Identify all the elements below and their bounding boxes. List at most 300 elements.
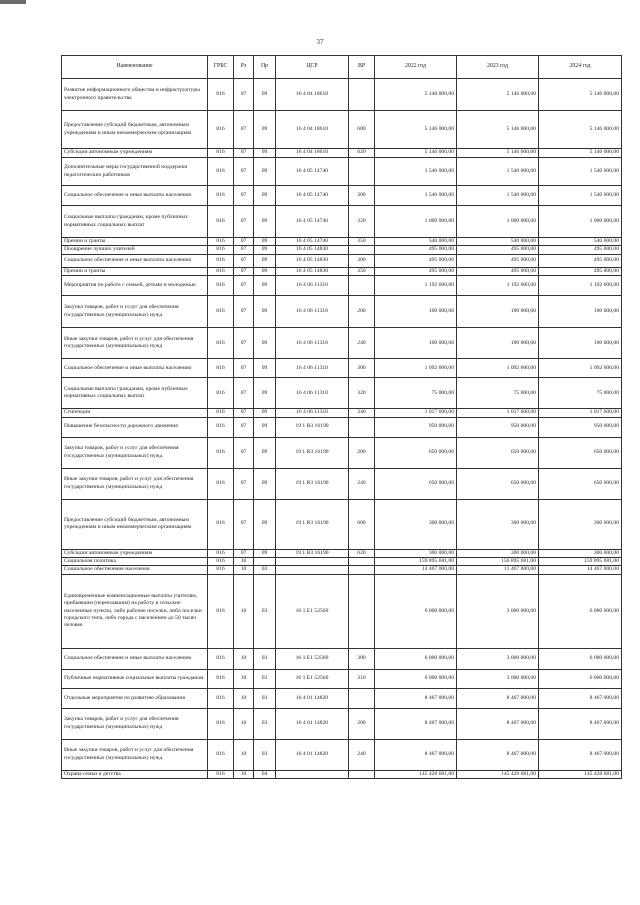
cell-rz: 07	[234, 549, 254, 557]
budget-table	[61, 55, 622, 779]
cell-2022: 100 000,00	[375, 296, 457, 328]
table-row	[62, 186, 622, 206]
cell-2024: 8 467 000,00	[539, 739, 622, 770]
cell-csr: 16 1 E1 52560	[276, 669, 349, 688]
cell-grbs: 816	[208, 770, 234, 778]
cell-2022: 650 000,00	[375, 468, 457, 499]
cell-2024: 75 000,00	[539, 378, 622, 409]
cell-rz: 10	[234, 669, 254, 688]
cell-rz: 10	[234, 770, 254, 778]
cell-2022: 5 146 000,00	[375, 149, 457, 158]
cell-pr: 09	[254, 206, 276, 238]
cell-2023: 75 000,00	[457, 378, 539, 409]
cell-pr: 09	[254, 328, 276, 359]
cell-csr: 16 1 E1 52560	[276, 648, 349, 669]
cell-2024: 495 000,00	[539, 267, 622, 275]
cell-rz: 07	[234, 267, 254, 275]
cell-csr: 16 4 04 18610	[276, 111, 349, 149]
cell-csr: 19 1 R3 16190	[276, 499, 349, 549]
header-2022: 2022 год	[375, 56, 457, 79]
header-pr: Пр	[254, 56, 276, 79]
cell-2024: 495 000,00	[539, 254, 622, 267]
cell-vr	[349, 79, 375, 111]
cell-grbs: 816	[208, 574, 234, 648]
cell-grbs: 816	[208, 328, 234, 359]
cell-2022: 1 092 600,00	[375, 359, 457, 378]
cell-2023: 540 000,00	[457, 238, 539, 246]
cell-grbs: 816	[208, 111, 234, 149]
table-row	[62, 648, 622, 669]
cell-csr: 16 4 05 14740	[276, 158, 349, 186]
cell-rz: 07	[234, 378, 254, 409]
cell-2022: 650 000,00	[375, 437, 457, 468]
cell-rz: 10	[234, 688, 254, 708]
cell-vr: 600	[349, 111, 375, 149]
cell-grbs: 816	[208, 296, 234, 328]
cell-csr: 19 1 R3 16190	[276, 417, 349, 437]
cell-2024: 540 000,00	[539, 238, 622, 246]
cell-pr: 09	[254, 111, 276, 149]
cell-2022: 75 000,00	[375, 378, 457, 409]
cell-name: Субсидии автономным учреждениям	[62, 549, 208, 557]
table-row	[62, 409, 622, 417]
cell-2023: 8 467 000,00	[457, 739, 539, 770]
cell-rz: 10	[234, 566, 254, 574]
cell-pr: 09	[254, 158, 276, 186]
cell-pr: 04	[254, 770, 276, 778]
cell-csr: 16 4 06 11310	[276, 409, 349, 417]
cell-2023: 1 092 600,00	[457, 359, 539, 378]
cell-csr: 16 4 05 14740	[276, 238, 349, 246]
cell-rz: 07	[234, 468, 254, 499]
cell-pr: 09	[254, 468, 276, 499]
table-row	[62, 276, 622, 296]
cell-pr: 03	[254, 708, 276, 739]
cell-vr: 350	[349, 238, 375, 246]
cell-csr: 16 1 E1 52560	[276, 574, 349, 648]
cell-pr: 09	[254, 549, 276, 557]
cell-2024: 300 000,00	[539, 549, 622, 557]
cell-vr	[349, 246, 375, 254]
cell-2024: 6 000 000,00	[539, 669, 622, 688]
cell-name: Дополнительные меры государственной поддержки педагогических работников	[62, 158, 208, 186]
cell-2024: 8 467 000,00	[539, 688, 622, 708]
cell-csr: 16 4 04 18610	[276, 79, 349, 111]
cell-name: Поощрение лучших учителей	[62, 246, 208, 254]
cell-name: Социальная политика	[62, 558, 208, 566]
table-row	[62, 296, 622, 328]
table-row	[62, 558, 622, 566]
header-2024: 2024 год	[539, 56, 622, 79]
cell-grbs: 816	[208, 558, 234, 566]
table-row	[62, 549, 622, 557]
table-body	[62, 79, 622, 779]
cell-grbs: 816	[208, 158, 234, 186]
table-row	[62, 254, 622, 267]
cell-2022: 14 467 000,00	[375, 566, 457, 574]
cell-pr: 09	[254, 254, 276, 267]
table-row	[62, 111, 622, 149]
cell-name: Иные закупки товаров, работ и услуг для обеспечения государственных (муниципальных) нужд	[62, 468, 208, 499]
cell-rz: 07	[234, 417, 254, 437]
cell-2023: 1 192 600,00	[457, 276, 539, 296]
cell-2022: 1 192 600,00	[375, 276, 457, 296]
cell-rz: 07	[234, 238, 254, 246]
cell-2023: 1 540 000,00	[457, 186, 539, 206]
cell-pr: 03	[254, 669, 276, 688]
cell-2023: 300 000,00	[457, 499, 539, 549]
cell-grbs: 816	[208, 149, 234, 158]
cell-2023: 11 467 000,00	[457, 566, 539, 574]
header-rz: Рз	[234, 56, 254, 79]
cell-2023: 145 428 681,00	[457, 770, 539, 778]
cell-2023: 100 000,00	[457, 328, 539, 359]
cell-rz: 07	[234, 409, 254, 417]
cell-csr: 16 4 06 11310	[276, 328, 349, 359]
cell-grbs: 816	[208, 359, 234, 378]
cell-2024: 6 000 000,00	[539, 574, 622, 648]
cell-2024: 100 000,00	[539, 296, 622, 328]
cell-vr: 200	[349, 708, 375, 739]
cell-2023: 8 467 000,00	[457, 688, 539, 708]
cell-pr: 09	[254, 79, 276, 111]
cell-name: Субсидии автономным учреждениям	[62, 149, 208, 158]
cell-2022: 1 540 000,00	[375, 158, 457, 186]
cell-grbs: 816	[208, 276, 234, 296]
cell-2023: 100 000,00	[457, 296, 539, 328]
table-row	[62, 378, 622, 409]
cell-grbs: 816	[208, 409, 234, 417]
cell-2023: 1 017 600,00	[457, 409, 539, 417]
cell-2024: 1 540 000,00	[539, 186, 622, 206]
cell-2024: 5 146 000,00	[539, 79, 622, 111]
cell-rz: 07	[234, 79, 254, 111]
cell-2023: 156 895 681,00	[457, 558, 539, 566]
cell-rz: 07	[234, 186, 254, 206]
header-row	[62, 56, 622, 79]
cell-2023: 3 000 000,00	[457, 669, 539, 688]
cell-2023: 495 000,00	[457, 246, 539, 254]
cell-2024: 1 540 000,00	[539, 158, 622, 186]
cell-rz: 07	[234, 254, 254, 267]
cell-2024: 1 092 600,00	[539, 359, 622, 378]
cell-2022: 5 146 000,00	[375, 111, 457, 149]
table-row	[62, 328, 622, 359]
scan-corner-mark	[0, 0, 26, 4]
cell-rz: 07	[234, 246, 254, 254]
cell-vr: 200	[349, 437, 375, 468]
cell-grbs: 816	[208, 437, 234, 468]
cell-2024: 5 146 000,00	[539, 149, 622, 158]
cell-grbs: 816	[208, 739, 234, 770]
table-row	[62, 417, 622, 437]
header-grbs: ГРБС	[208, 56, 234, 79]
cell-2024: 145 428 681,00	[539, 770, 622, 778]
cell-csr: 16 4 05 14830	[276, 267, 349, 275]
cell-2024: 1 000 000,00	[539, 206, 622, 238]
cell-vr	[349, 566, 375, 574]
cell-vr: 340	[349, 409, 375, 417]
cell-2023: 650 000,00	[457, 437, 539, 468]
cell-vr: 320	[349, 378, 375, 409]
cell-vr	[349, 558, 375, 566]
table-row	[62, 238, 622, 246]
cell-csr: 16 4 06 11310	[276, 276, 349, 296]
cell-name: Закупка товаров, работ и услуг для обеспечения государственных (муниципальных) нужд	[62, 437, 208, 468]
cell-pr: 03	[254, 739, 276, 770]
cell-name: Предоставление субсидий бюджетным, автономным учреждениям и иным некоммерческим организациям	[62, 111, 208, 149]
cell-name: Социальное обеспечение и иные выплаты населению	[62, 359, 208, 378]
cell-2024: 8 467 000,00	[539, 708, 622, 739]
cell-name: Премии и гранты	[62, 267, 208, 275]
table-row	[62, 566, 622, 574]
cell-pr: 09	[254, 437, 276, 468]
cell-pr: 09	[254, 276, 276, 296]
cell-csr	[276, 566, 349, 574]
cell-name: Закупка товаров, работ и услуг для обеспечения государственных (муниципальных) нужд	[62, 296, 208, 328]
cell-rz: 07	[234, 111, 254, 149]
cell-vr: 300	[349, 359, 375, 378]
cell-vr: 620	[349, 149, 375, 158]
cell-grbs: 816	[208, 566, 234, 574]
cell-2023: 300 000,00	[457, 549, 539, 557]
cell-rz: 07	[234, 328, 254, 359]
cell-2022: 540 000,00	[375, 238, 457, 246]
cell-csr: 16 4 06 11310	[276, 359, 349, 378]
cell-vr: 300	[349, 254, 375, 267]
cell-pr: 09	[254, 359, 276, 378]
cell-grbs: 816	[208, 186, 234, 206]
table-row	[62, 574, 622, 648]
cell-2024: 1 017 600,00	[539, 409, 622, 417]
cell-vr: 310	[349, 669, 375, 688]
cell-vr: 600	[349, 499, 375, 549]
cell-vr: 300	[349, 186, 375, 206]
cell-grbs: 816	[208, 238, 234, 246]
cell-2024: 495 000,00	[539, 246, 622, 254]
cell-2022: 6 000 000,00	[375, 669, 457, 688]
cell-rz: 10	[234, 708, 254, 739]
cell-2024: 650 000,00	[539, 468, 622, 499]
cell-2024: 6 000 000,00	[539, 648, 622, 669]
table-row	[62, 468, 622, 499]
cell-2023: 1 000 000,00	[457, 206, 539, 238]
cell-name: Социальное обеспечение и иные выплаты населению	[62, 254, 208, 267]
cell-csr: 16 4 01 14820	[276, 688, 349, 708]
cell-name: Повышение безопасности дорожного движения	[62, 417, 208, 437]
table-row	[62, 739, 622, 770]
cell-pr: 09	[254, 378, 276, 409]
cell-2022: 1 017 600,00	[375, 409, 457, 417]
cell-name: Единовременные компенсационные выплаты учителям, прибывшим (переехавшим) на работу в сельские населенные пункты, либо рабочие поселки, либо поселки городского типа, либо города с населением до 50 тысяч человек	[62, 574, 208, 648]
cell-rz: 10	[234, 648, 254, 669]
cell-pr: 03	[254, 688, 276, 708]
cell-pr: 03	[254, 648, 276, 669]
cell-2022: 8 467 000,00	[375, 688, 457, 708]
cell-name: Мероприятия по работе с семьей, детьми и молодежью	[62, 276, 208, 296]
table-row	[62, 267, 622, 275]
cell-2022: 5 146 000,00	[375, 79, 457, 111]
cell-vr: 240	[349, 468, 375, 499]
cell-grbs: 816	[208, 417, 234, 437]
cell-vr	[349, 574, 375, 648]
cell-pr: 09	[254, 499, 276, 549]
cell-2022: 300 000,00	[375, 499, 457, 549]
cell-vr	[349, 417, 375, 437]
cell-pr: 09	[254, 238, 276, 246]
cell-vr	[349, 770, 375, 778]
cell-vr	[349, 276, 375, 296]
cell-grbs: 816	[208, 688, 234, 708]
cell-vr: 620	[349, 549, 375, 557]
cell-name: Социальные выплаты гражданам, кроме публичных нормативных социальных выплат	[62, 378, 208, 409]
cell-grbs: 816	[208, 499, 234, 549]
cell-rz: 07	[234, 158, 254, 186]
cell-vr	[349, 688, 375, 708]
table-row	[62, 770, 622, 778]
cell-2022: 1 000 000,00	[375, 206, 457, 238]
cell-2023: 1 540 000,00	[457, 158, 539, 186]
cell-2024: 5 146 000,00	[539, 111, 622, 149]
table-row	[62, 499, 622, 549]
cell-2023: 3 000 000,00	[457, 574, 539, 648]
cell-2022: 495 000,00	[375, 254, 457, 267]
page-number: 37	[316, 38, 324, 46]
cell-2024: 100 000,00	[539, 328, 622, 359]
cell-2022: 8 467 000,00	[375, 708, 457, 739]
cell-name: Социальные выплаты гражданам, кроме публичных нормативных социальных выплат	[62, 206, 208, 238]
cell-2023: 5 146 000,00	[457, 79, 539, 111]
cell-vr: 350	[349, 267, 375, 275]
cell-name: Премии и гранты	[62, 238, 208, 246]
cell-rz: 07	[234, 296, 254, 328]
table-row	[62, 246, 622, 254]
cell-rz: 07	[234, 206, 254, 238]
cell-grbs: 816	[208, 378, 234, 409]
cell-2022: 6 000 000,00	[375, 574, 457, 648]
cell-csr: 16 4 01 14820	[276, 708, 349, 739]
cell-csr: 16 4 06 11310	[276, 378, 349, 409]
cell-2024: 650 000,00	[539, 437, 622, 468]
cell-2023: 495 000,00	[457, 267, 539, 275]
cell-rz: 10	[234, 558, 254, 566]
header-vr: ВР	[349, 56, 375, 79]
cell-2022: 8 467 000,00	[375, 739, 457, 770]
cell-rz: 07	[234, 276, 254, 296]
cell-csr: 19 1 R3 16190	[276, 549, 349, 557]
cell-2023: 3 000 000,00	[457, 648, 539, 669]
cell-csr	[276, 558, 349, 566]
cell-vr: 300	[349, 648, 375, 669]
table-row	[62, 359, 622, 378]
cell-rz: 07	[234, 149, 254, 158]
cell-vr	[349, 158, 375, 186]
cell-name: Стипендии	[62, 409, 208, 417]
cell-csr: 16 4 04 18610	[276, 149, 349, 158]
cell-2023: 650 000,00	[457, 468, 539, 499]
table-row	[62, 708, 622, 739]
cell-grbs: 816	[208, 267, 234, 275]
cell-name: Отдельные мероприятия по развитию образования	[62, 688, 208, 708]
cell-vr: 320	[349, 206, 375, 238]
cell-2024: 1 192 600,00	[539, 276, 622, 296]
cell-rz: 07	[234, 499, 254, 549]
cell-pr: 09	[254, 246, 276, 254]
cell-2022: 950 000,00	[375, 417, 457, 437]
cell-name: Предоставление субсидий бюджетным, автономным учреждениям и иным некоммерческим организациям	[62, 499, 208, 549]
cell-pr: 09	[254, 267, 276, 275]
cell-name: Иные закупки товаров, работ и услуг для обеспечения государственных (муниципальных) нужд	[62, 739, 208, 770]
cell-2024: 159 895 681,00	[539, 558, 622, 566]
cell-pr	[254, 558, 276, 566]
cell-2024: 14 467 000,00	[539, 566, 622, 574]
cell-grbs: 816	[208, 206, 234, 238]
cell-2024: 950 000,00	[539, 417, 622, 437]
cell-csr: 16 4 05 14830	[276, 254, 349, 267]
cell-grbs: 816	[208, 669, 234, 688]
cell-2022: 300 000,00	[375, 549, 457, 557]
cell-grbs: 816	[208, 708, 234, 739]
cell-csr	[276, 770, 349, 778]
cell-pr: 09	[254, 186, 276, 206]
table-row	[62, 149, 622, 158]
table-row	[62, 669, 622, 688]
header-name: Наименование	[62, 56, 208, 79]
cell-rz: 07	[234, 437, 254, 468]
table-row	[62, 79, 622, 111]
table-row	[62, 206, 622, 238]
cell-2023: 950 000,00	[457, 417, 539, 437]
cell-pr: 09	[254, 149, 276, 158]
cell-csr: 19 1 R3 16190	[276, 468, 349, 499]
table-row	[62, 437, 622, 468]
cell-vr: 200	[349, 296, 375, 328]
cell-pr: 03	[254, 566, 276, 574]
cell-rz: 10	[234, 739, 254, 770]
cell-2023: 5 146 000,00	[457, 149, 539, 158]
cell-name: Охрана семьи и детства	[62, 770, 208, 778]
cell-rz: 10	[234, 574, 254, 648]
cell-grbs: 816	[208, 79, 234, 111]
cell-rz: 07	[234, 359, 254, 378]
cell-2022: 495 000,00	[375, 246, 457, 254]
cell-pr: 09	[254, 417, 276, 437]
cell-pr: 09	[254, 409, 276, 417]
cell-grbs: 816	[208, 648, 234, 669]
cell-csr: 19 1 R3 16190	[276, 437, 349, 468]
cell-csr: 16 4 06 11310	[276, 296, 349, 328]
cell-csr: 16 4 05 14830	[276, 246, 349, 254]
cell-name: Социальное обеспечение и иные выплаты населению	[62, 648, 208, 669]
cell-2023: 5 146 000,00	[457, 111, 539, 149]
cell-2022: 145 428 681,00	[375, 770, 457, 778]
header-2023: 2023 год	[457, 56, 539, 79]
cell-2022: 159 895 681,00	[375, 558, 457, 566]
cell-2022: 6 000 000,00	[375, 648, 457, 669]
cell-name: Развитие информационного общества и инфраструктуры электронного правительства	[62, 79, 208, 111]
cell-pr: 03	[254, 574, 276, 648]
header-csr: ЦСР	[276, 56, 349, 79]
cell-2022: 495 000,00	[375, 267, 457, 275]
cell-2023: 8 467 000,00	[457, 708, 539, 739]
cell-2022: 1 540 000,00	[375, 186, 457, 206]
cell-name: Публичные нормативные социальные выплаты гражданам	[62, 669, 208, 688]
cell-csr: 16 4 05 14740	[276, 206, 349, 238]
cell-vr: 240	[349, 739, 375, 770]
table-row	[62, 158, 622, 186]
cell-name: Иные закупки товаров, работ и услуг для обеспечения государственных (муниципальных) нужд	[62, 328, 208, 359]
cell-csr: 16 4 05 14740	[276, 186, 349, 206]
